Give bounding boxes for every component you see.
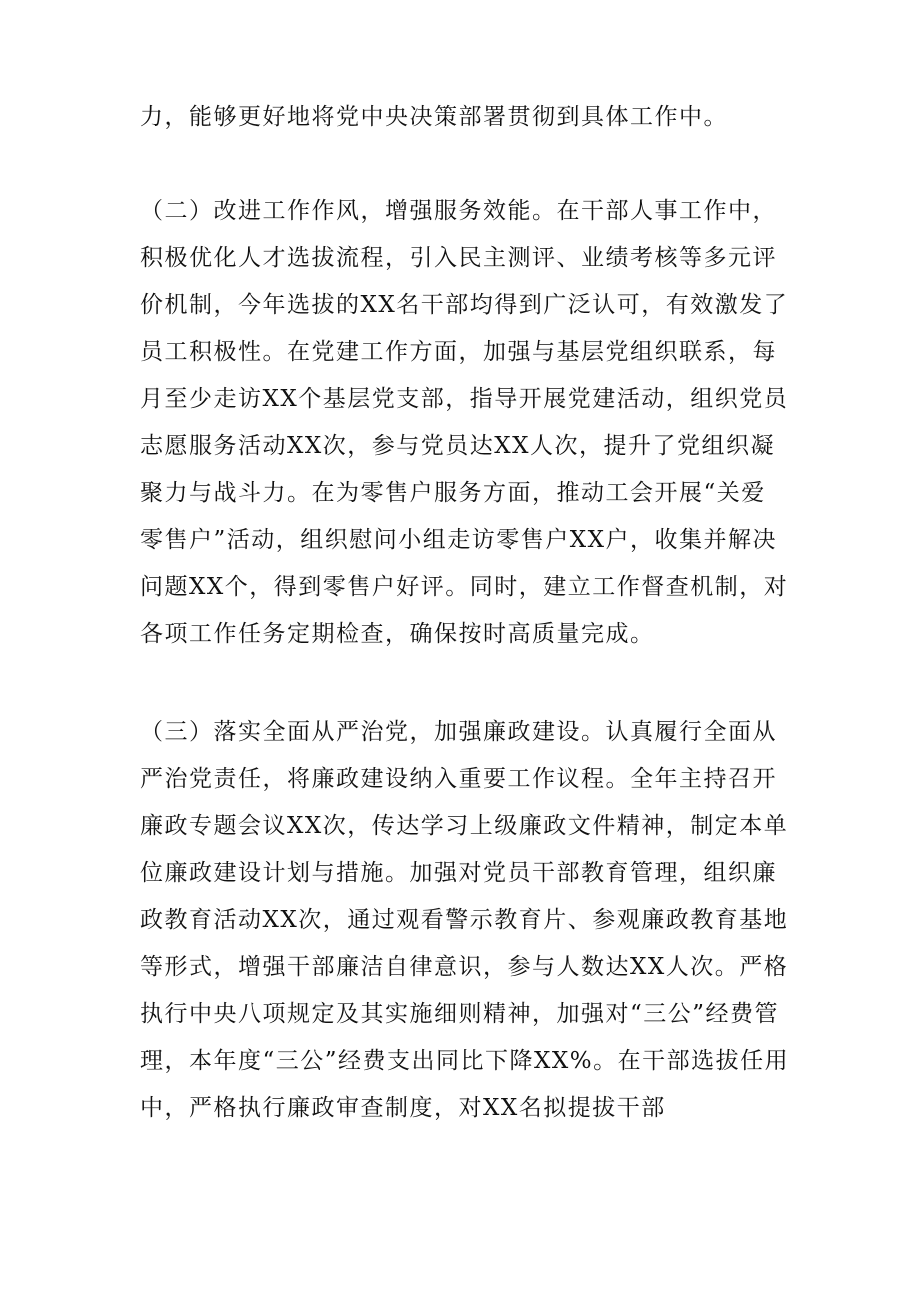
paragraph-continuation: 力，能够更好地将党中央决策部署贯彻到具体工作中。 xyxy=(140,104,728,130)
paragraph-section-3: （三）落实全面从严治党，加强廉政建设。认真履行全面从严治党责任，将廉政建设纳入重要工作议程。全年主持召开廉政专题会议XX次，传达学习上级廉政文件精神，制定本单位廉政建设计划与措施。加强对党员干部教育管理，组织廉政教育活动XX次，通过观看警示教育片、参观廉政教育基地等形式，增强干部廉洁自律意识，参与人数达XX人次。严格执行中央八项规定及其实施细则精神，加强对“三公”经费管理，本年度“三公”经费支出同比下降XX%。在干部选拔任用中，严格执行廉政审查制度，对XX名拟提拔干部 xyxy=(140,719,790,1121)
paragraph-section-2: （二）改进工作作风，增强服务效能。在干部人事工作中，积极优化人才选拔流程，引入民主测评、业绩考核等多元评价机制，今年选拔的XX名干部均得到广泛认可，有效激发了员工积极性。在党建工作方面，加强与基层党组织联系，每月至少走访XX个基层党支部，指导开展党建活动，组织党员志愿服务活动XX次，参与党员达XX人次，提升了党组织凝聚力与战斗力。在为零售户服务方面，推动工会开展“关爱零售户”活动，组织慰问小组走访零售户XX户，收集并解决问题XX个，得到零售户好评。同时，建立工作督查机制，对各项工作任务定期检查，确保按时高质量完成。 xyxy=(140,198,789,647)
